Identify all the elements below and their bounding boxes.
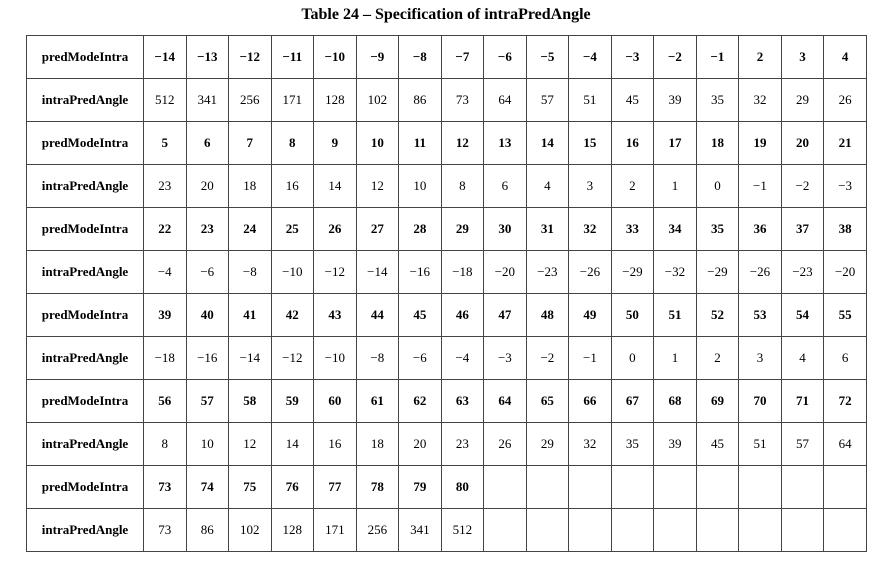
pred-mode-cell: 78 xyxy=(356,466,399,509)
angle-value-cell: −18 xyxy=(441,251,484,294)
table-caption: Table 24 – Specification of intraPredAngle xyxy=(301,6,591,23)
pred-mode-cell: 36 xyxy=(739,208,782,251)
table-row xyxy=(27,380,867,423)
pred-mode-cell: 57 xyxy=(186,380,229,423)
table-row xyxy=(27,509,867,552)
angle-value-cell: −2 xyxy=(781,165,824,208)
angle-value-cell: −8 xyxy=(356,337,399,380)
angle-value-cell: −3 xyxy=(824,165,867,208)
pred-mode-cell: 20 xyxy=(781,122,824,165)
angle-value-cell: 20 xyxy=(399,423,442,466)
pred-mode-cell: 71 xyxy=(781,380,824,423)
pred-mode-cell: 49 xyxy=(569,294,612,337)
pred-mode-cell: 7 xyxy=(229,122,272,165)
angle-value-cell: 45 xyxy=(696,423,739,466)
pred-mode-cell: 53 xyxy=(739,294,782,337)
angle-value-cell: −26 xyxy=(569,251,612,294)
table-row xyxy=(27,208,867,251)
pred-mode-cell: 27 xyxy=(356,208,399,251)
pred-mode-cell xyxy=(781,466,824,509)
angle-value-cell: 57 xyxy=(781,423,824,466)
angle-value-cell: 4 xyxy=(526,165,569,208)
angle-value-cell: 35 xyxy=(696,79,739,122)
angle-value-cell: 18 xyxy=(229,165,272,208)
table-row xyxy=(27,251,867,294)
pred-mode-cell: 3 xyxy=(781,36,824,79)
angle-value-cell: 128 xyxy=(271,509,314,552)
angle-value-cell: −1 xyxy=(739,165,782,208)
angle-value-cell: 16 xyxy=(271,165,314,208)
angle-value-cell: −18 xyxy=(144,337,187,380)
pred-mode-cell: 47 xyxy=(484,294,527,337)
pred-mode-cell: 13 xyxy=(484,122,527,165)
angle-value-cell: −16 xyxy=(186,337,229,380)
pred-mode-cell: 12 xyxy=(441,122,484,165)
pred-mode-cell: 62 xyxy=(399,380,442,423)
angle-value-cell: 23 xyxy=(144,165,187,208)
pred-mode-cell: 9 xyxy=(314,122,357,165)
pred-mode-cell: −9 xyxy=(356,36,399,79)
row-label-intra-pred-angle: intraPredAngle xyxy=(27,509,144,552)
angle-value-cell: −20 xyxy=(484,251,527,294)
pred-mode-cell: −10 xyxy=(314,36,357,79)
angle-value-cell: 64 xyxy=(484,79,527,122)
angle-value-cell: 102 xyxy=(229,509,272,552)
angle-value-cell: 256 xyxy=(356,509,399,552)
pred-mode-cell xyxy=(526,466,569,509)
pred-mode-cell: 37 xyxy=(781,208,824,251)
angle-value-cell: 4 xyxy=(781,337,824,380)
pred-mode-cell: −6 xyxy=(484,36,527,79)
pred-mode-cell: 26 xyxy=(314,208,357,251)
pred-mode-cell: 59 xyxy=(271,380,314,423)
pred-mode-cell: 25 xyxy=(271,208,314,251)
angle-value-cell: −4 xyxy=(144,251,187,294)
angle-value-cell: −29 xyxy=(696,251,739,294)
angle-value-cell: 12 xyxy=(229,423,272,466)
pred-mode-cell: 60 xyxy=(314,380,357,423)
angle-value-cell xyxy=(781,509,824,552)
pred-mode-cell: 22 xyxy=(144,208,187,251)
intra-pred-angle-table xyxy=(26,35,867,552)
angle-value-cell: 171 xyxy=(314,509,357,552)
angle-value-cell xyxy=(824,509,867,552)
pred-mode-cell: −13 xyxy=(186,36,229,79)
row-label-intra-pred-angle: intraPredAngle xyxy=(27,337,144,380)
angle-value-cell: 2 xyxy=(611,165,654,208)
pred-mode-cell: 5 xyxy=(144,122,187,165)
pred-mode-cell xyxy=(696,466,739,509)
pred-mode-cell: 72 xyxy=(824,380,867,423)
pred-mode-cell: 24 xyxy=(229,208,272,251)
angle-value-cell: 10 xyxy=(399,165,442,208)
pred-mode-cell xyxy=(611,466,654,509)
angle-value-cell: 10 xyxy=(186,423,229,466)
table-row xyxy=(27,423,867,466)
pred-mode-cell: 75 xyxy=(229,466,272,509)
angle-value-cell: 26 xyxy=(484,423,527,466)
angle-value-cell: 8 xyxy=(144,423,187,466)
pred-mode-cell: −2 xyxy=(654,36,697,79)
pred-mode-cell: −1 xyxy=(696,36,739,79)
pred-mode-cell xyxy=(739,466,782,509)
pred-mode-cell: −8 xyxy=(399,36,442,79)
pred-mode-cell: 52 xyxy=(696,294,739,337)
angle-value-cell: 51 xyxy=(739,423,782,466)
angle-value-cell: 6 xyxy=(824,337,867,380)
pred-mode-cell: 50 xyxy=(611,294,654,337)
table-row xyxy=(27,466,867,509)
pred-mode-cell: 51 xyxy=(654,294,697,337)
angle-value-cell: 512 xyxy=(441,509,484,552)
angle-value-cell: 0 xyxy=(611,337,654,380)
angle-value-cell: 14 xyxy=(271,423,314,466)
angle-value-cell: −8 xyxy=(229,251,272,294)
angle-value-cell: 1 xyxy=(654,337,697,380)
pred-mode-cell: 16 xyxy=(611,122,654,165)
pred-mode-cell: 6 xyxy=(186,122,229,165)
pred-mode-cell: 70 xyxy=(739,380,782,423)
angle-value-cell: −4 xyxy=(441,337,484,380)
pred-mode-cell: 2 xyxy=(739,36,782,79)
row-label-intra-pred-angle: intraPredAngle xyxy=(27,79,144,122)
angle-value-cell: 256 xyxy=(229,79,272,122)
pred-mode-cell: −4 xyxy=(569,36,612,79)
angle-value-cell: 32 xyxy=(739,79,782,122)
pred-mode-cell: 56 xyxy=(144,380,187,423)
pred-mode-cell: 42 xyxy=(271,294,314,337)
table-row xyxy=(27,79,867,122)
pred-mode-cell: 68 xyxy=(654,380,697,423)
pred-mode-cell: −5 xyxy=(526,36,569,79)
angle-value-cell: −23 xyxy=(526,251,569,294)
table-row xyxy=(27,122,867,165)
row-label-pred-mode-intra: predModeIntra xyxy=(27,466,144,509)
pred-mode-cell: 61 xyxy=(356,380,399,423)
angle-value-cell: 86 xyxy=(186,509,229,552)
pred-mode-cell xyxy=(484,466,527,509)
pred-mode-cell: 66 xyxy=(569,380,612,423)
angle-value-cell: 3 xyxy=(739,337,782,380)
angle-value-cell xyxy=(654,509,697,552)
angle-value-cell: −14 xyxy=(356,251,399,294)
pred-mode-cell: 54 xyxy=(781,294,824,337)
pred-mode-cell: 29 xyxy=(441,208,484,251)
angle-value-cell: −12 xyxy=(314,251,357,294)
pred-mode-cell: 15 xyxy=(569,122,612,165)
angle-value-cell: 8 xyxy=(441,165,484,208)
row-label-pred-mode-intra: predModeIntra xyxy=(27,36,144,79)
angle-value-cell: 64 xyxy=(824,423,867,466)
angle-value-cell: −20 xyxy=(824,251,867,294)
angle-value-cell: 2 xyxy=(696,337,739,380)
pred-mode-cell: 33 xyxy=(611,208,654,251)
angle-value-cell xyxy=(739,509,782,552)
angle-value-cell: 73 xyxy=(441,79,484,122)
angle-value-cell: 128 xyxy=(314,79,357,122)
pred-mode-cell: 17 xyxy=(654,122,697,165)
angle-value-cell: −14 xyxy=(229,337,272,380)
row-label-intra-pred-angle: intraPredAngle xyxy=(27,251,144,294)
pred-mode-cell: 41 xyxy=(229,294,272,337)
pred-mode-cell: 38 xyxy=(824,208,867,251)
angle-value-cell: 29 xyxy=(526,423,569,466)
pred-mode-cell: 32 xyxy=(569,208,612,251)
table-row xyxy=(27,36,867,79)
angle-value-cell: 86 xyxy=(399,79,442,122)
angle-value-cell: 12 xyxy=(356,165,399,208)
pred-mode-cell: 21 xyxy=(824,122,867,165)
angle-value-cell: 32 xyxy=(569,423,612,466)
angle-value-cell: −2 xyxy=(526,337,569,380)
table-row xyxy=(27,294,867,337)
pred-mode-cell: 39 xyxy=(144,294,187,337)
angle-value-cell: −29 xyxy=(611,251,654,294)
pred-mode-cell: 80 xyxy=(441,466,484,509)
angle-value-cell: 14 xyxy=(314,165,357,208)
pred-mode-cell: 23 xyxy=(186,208,229,251)
angle-value-cell: 57 xyxy=(526,79,569,122)
angle-value-cell: 39 xyxy=(654,79,697,122)
pred-mode-cell: 77 xyxy=(314,466,357,509)
pred-mode-cell: 63 xyxy=(441,380,484,423)
table-body xyxy=(27,36,867,552)
angle-value-cell: 1 xyxy=(654,165,697,208)
pred-mode-cell: 4 xyxy=(824,36,867,79)
pred-mode-cell: 74 xyxy=(186,466,229,509)
row-label-intra-pred-angle: intraPredAngle xyxy=(27,165,144,208)
pred-mode-cell: 44 xyxy=(356,294,399,337)
pred-mode-cell: 76 xyxy=(271,466,314,509)
angle-value-cell: 102 xyxy=(356,79,399,122)
angle-value-cell: 0 xyxy=(696,165,739,208)
pred-mode-cell: −7 xyxy=(441,36,484,79)
row-label-pred-mode-intra: predModeIntra xyxy=(27,208,144,251)
pred-mode-cell: 18 xyxy=(696,122,739,165)
row-label-pred-mode-intra: predModeIntra xyxy=(27,294,144,337)
row-label-intra-pred-angle: intraPredAngle xyxy=(27,423,144,466)
angle-value-cell: −12 xyxy=(271,337,314,380)
pred-mode-cell: 11 xyxy=(399,122,442,165)
pred-mode-cell: 19 xyxy=(739,122,782,165)
angle-value-cell: 512 xyxy=(144,79,187,122)
angle-value-cell: −23 xyxy=(781,251,824,294)
angle-value-cell: 51 xyxy=(569,79,612,122)
pred-mode-cell: −14 xyxy=(144,36,187,79)
angle-value-cell: 23 xyxy=(441,423,484,466)
angle-value-cell xyxy=(696,509,739,552)
pred-mode-cell: 10 xyxy=(356,122,399,165)
pred-mode-cell: 30 xyxy=(484,208,527,251)
angle-value-cell: −26 xyxy=(739,251,782,294)
angle-value-cell: −16 xyxy=(399,251,442,294)
pred-mode-cell xyxy=(569,466,612,509)
angle-value-cell: 341 xyxy=(186,79,229,122)
angle-value-cell: 39 xyxy=(654,423,697,466)
pred-mode-cell: 31 xyxy=(526,208,569,251)
angle-value-cell: 20 xyxy=(186,165,229,208)
pred-mode-cell: 45 xyxy=(399,294,442,337)
pred-mode-cell: −12 xyxy=(229,36,272,79)
pred-mode-cell: 65 xyxy=(526,380,569,423)
angle-value-cell xyxy=(484,509,527,552)
angle-value-cell: 26 xyxy=(824,79,867,122)
angle-value-cell xyxy=(526,509,569,552)
pred-mode-cell: −3 xyxy=(611,36,654,79)
angle-value-cell: 3 xyxy=(569,165,612,208)
row-label-pred-mode-intra: predModeIntra xyxy=(27,380,144,423)
pred-mode-cell: 48 xyxy=(526,294,569,337)
pred-mode-cell: 35 xyxy=(696,208,739,251)
angle-value-cell: 29 xyxy=(781,79,824,122)
pred-mode-cell: 40 xyxy=(186,294,229,337)
angle-value-cell: −6 xyxy=(186,251,229,294)
angle-value-cell xyxy=(611,509,654,552)
angle-value-cell xyxy=(569,509,612,552)
pred-mode-cell: 69 xyxy=(696,380,739,423)
angle-value-cell: −10 xyxy=(271,251,314,294)
pred-mode-cell: 43 xyxy=(314,294,357,337)
pred-mode-cell: −11 xyxy=(271,36,314,79)
pred-mode-cell: 67 xyxy=(611,380,654,423)
pred-mode-cell: 8 xyxy=(271,122,314,165)
angle-value-cell: 45 xyxy=(611,79,654,122)
angle-value-cell: −1 xyxy=(569,337,612,380)
row-label-pred-mode-intra: predModeIntra xyxy=(27,122,144,165)
pred-mode-cell: 28 xyxy=(399,208,442,251)
angle-value-cell: 18 xyxy=(356,423,399,466)
pred-mode-cell: 46 xyxy=(441,294,484,337)
table-row xyxy=(27,337,867,380)
pred-mode-cell: 34 xyxy=(654,208,697,251)
angle-value-cell: −3 xyxy=(484,337,527,380)
angle-value-cell: 6 xyxy=(484,165,527,208)
angle-value-cell: 16 xyxy=(314,423,357,466)
angle-value-cell: −10 xyxy=(314,337,357,380)
pred-mode-cell: 79 xyxy=(399,466,442,509)
angle-value-cell: 341 xyxy=(399,509,442,552)
angle-value-cell: 35 xyxy=(611,423,654,466)
angle-value-cell: −6 xyxy=(399,337,442,380)
pred-mode-cell: 14 xyxy=(526,122,569,165)
pred-mode-cell: 64 xyxy=(484,380,527,423)
angle-value-cell: 73 xyxy=(144,509,187,552)
pred-mode-cell xyxy=(654,466,697,509)
angle-value-cell: 171 xyxy=(271,79,314,122)
pred-mode-cell: 55 xyxy=(824,294,867,337)
pred-mode-cell: 73 xyxy=(144,466,187,509)
table-row xyxy=(27,165,867,208)
pred-mode-cell xyxy=(824,466,867,509)
pred-mode-cell: 58 xyxy=(229,380,272,423)
angle-value-cell: −32 xyxy=(654,251,697,294)
